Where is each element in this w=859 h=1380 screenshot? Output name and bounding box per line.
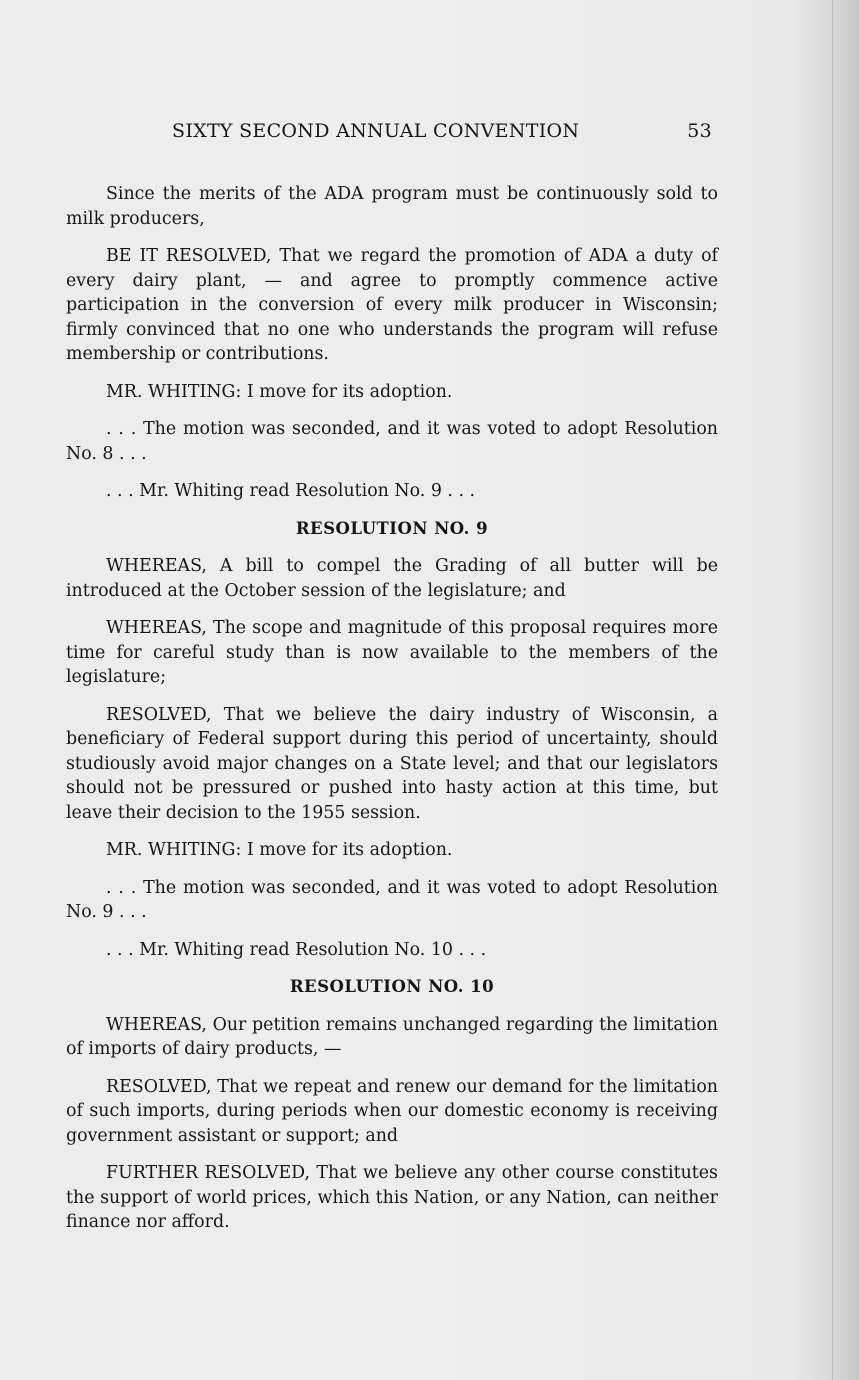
paragraph-preamble: Since the merits of the ADA program must be continuously sold to milk producers, <box>66 184 718 229</box>
paragraph-whereas-bill: WHEREAS, A bill to compel the Grading of all butter will be introduced at the October session of the legislature; and <box>66 556 718 601</box>
document-body <box>66 182 718 1235</box>
paragraph-be-it-resolved: BE IT RESOLVED, That we regard the promotion of ADA a duty of every dairy plant, — and agree to promptly commence active participation in the conversion of every milk producer in Wisconsin; firmly convinced that no one who understands the program will refuse membership or contributions. <box>66 246 718 364</box>
running-header-title: SIXTY SECOND ANNUAL CONVENTION <box>172 120 580 142</box>
heading-resolution-9: RESOLUTION NO. 9 <box>295 518 489 538</box>
paragraph-vote-resolution-9: . . . The motion was seconded, and it was voted to adopt Resolution No. 9 . . . <box>66 877 718 922</box>
paragraph-motion: MR. WHITING: I move for its adoption. <box>106 840 453 860</box>
page-number: 53 <box>687 120 712 142</box>
running-header <box>172 120 712 154</box>
paragraph-whereas-scope: WHEREAS, The scope and magnitude of this proposal requires more time for careful study than is now available to the members of the legislature; <box>66 618 718 687</box>
paragraph-vote-resolution-8: . . . The motion was seconded, and it was voted to adopt Resolution No. 8 . . . <box>66 419 718 464</box>
paragraph-resolved-dairy-industry: RESOLVED, That we believe the dairy industry of Wisconsin, a beneficiary of Federal support during this period of uncertainty, should studiously avoid major changes on a State level; and that our legislators should not be pressured or pushed into hasty action at this time, but leave their decision to the 1955 session. <box>66 704 718 823</box>
paragraph-motion: MR. WHITING: I move for its adoption. <box>106 381 453 402</box>
paragraph-further-resolved: FURTHER RESOLVED, That we believe any other course constitutes the support of world prices, which this Nation, or any Nation, can neither finance nor afford. <box>66 1163 718 1232</box>
paragraph-resolved-imports: RESOLVED, That we repeat and renew our demand for the limitation of such imports, during periods when our domestic economy is receiving government assistant or support; and <box>66 1076 718 1146</box>
heading-resolution-10: RESOLUTION NO. 10 <box>289 977 495 996</box>
page-content <box>66 120 718 1248</box>
page-edge-shadow <box>832 0 859 1380</box>
paragraph-whereas-petition: WHEREAS, Our petition remains unchanged regarding the limitation of imports of dairy products, — <box>66 1014 718 1059</box>
paragraph-read-resolution-9: . . . Mr. Whiting read Resolution No. 9 . . . <box>106 481 476 501</box>
paragraph-read-resolution-10: . . . Mr. Whiting read Resolution No. 10 . . . <box>106 939 487 960</box>
